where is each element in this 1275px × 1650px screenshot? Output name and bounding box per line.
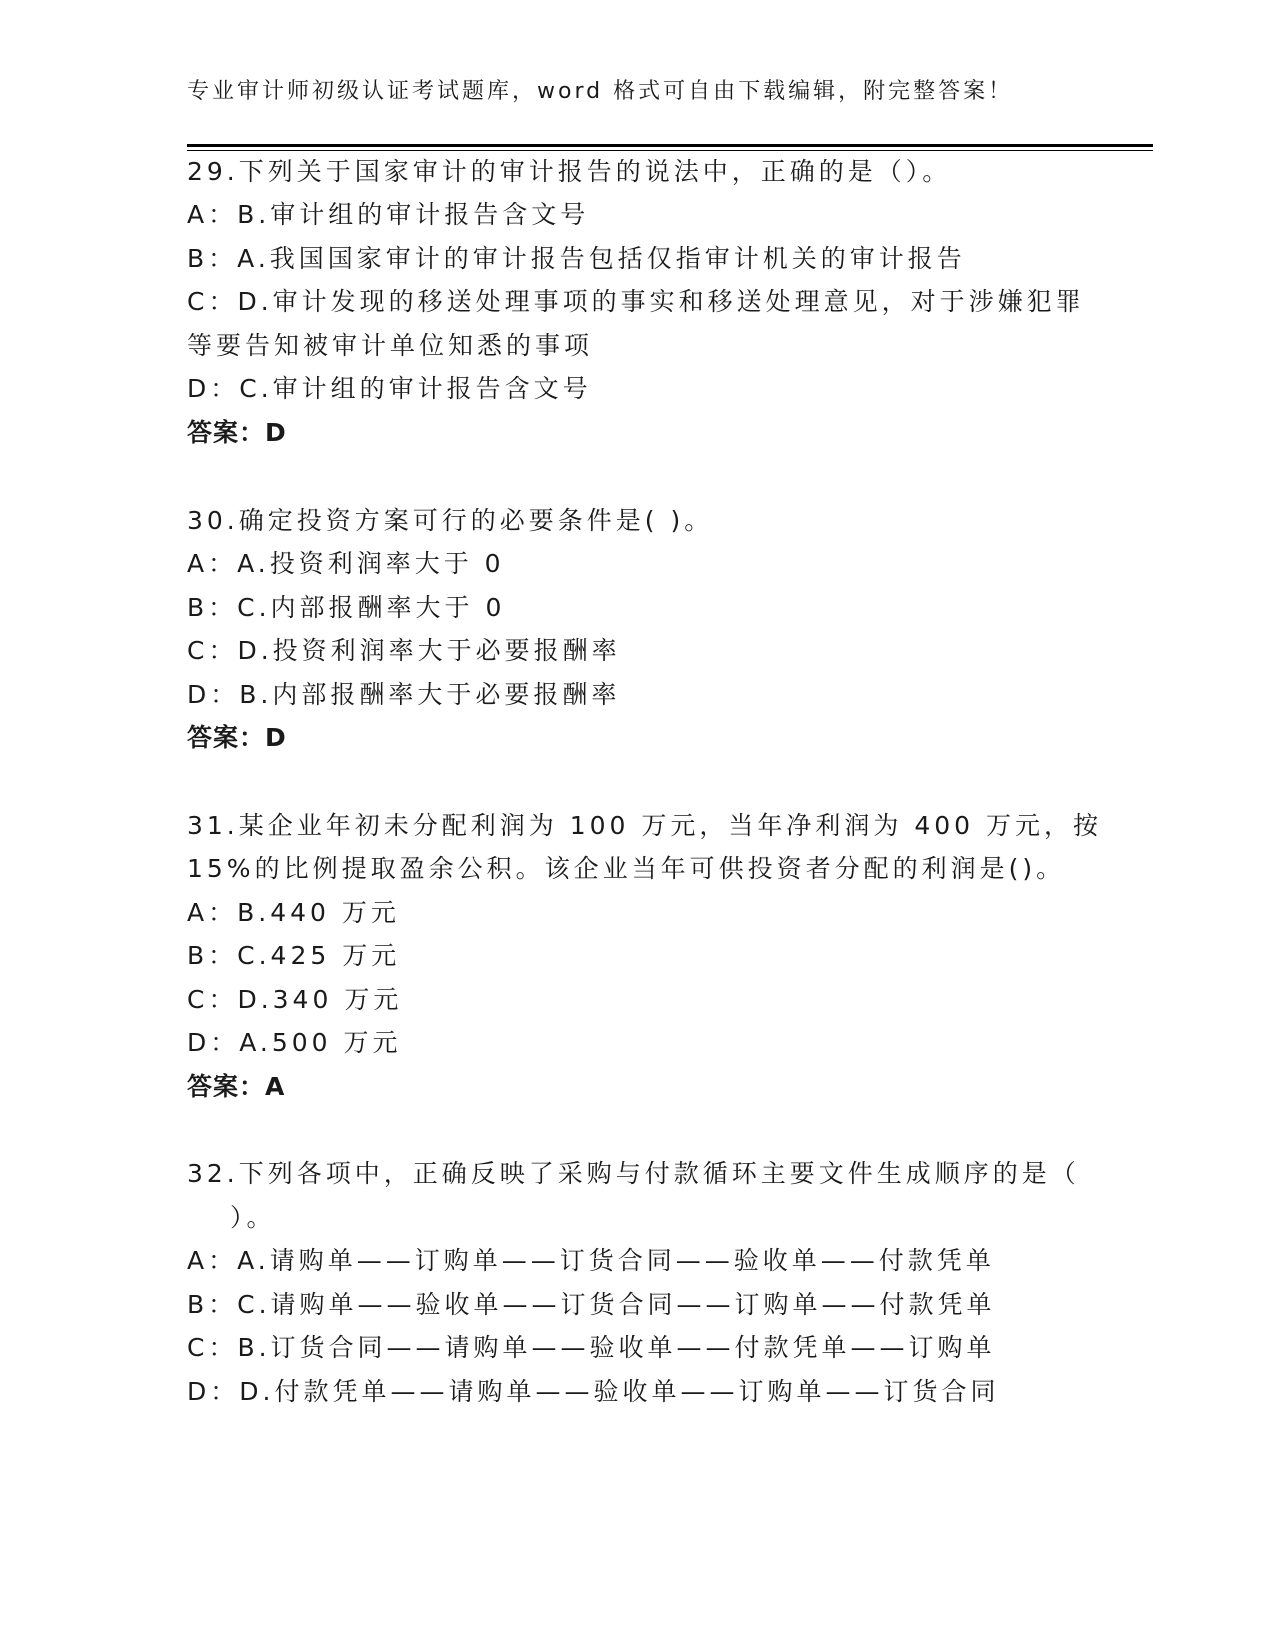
- page-header: 专业审计师初级认证考试题库，word 格式可自由下载编辑，附完整答案！: [187, 79, 1014, 104]
- q30-option-a: A：A.投资利润率大于 0: [187, 549, 505, 578]
- q32-stem-line1: 32.下列各项中，正确反映了采购与付款循环主要文件生成顺序的是（: [187, 1159, 1080, 1188]
- q31-option-a: A：B.440 万元: [187, 898, 400, 927]
- q29-option-b: B：A.我国国家审计的审计报告包括仅指审计机关的审计报告: [187, 244, 966, 273]
- q31-option-b: B：C.425 万元: [187, 941, 401, 970]
- q30-answer: 答案：D: [187, 723, 287, 752]
- q29-stem: 29.下列关于国家审计的审计报告的说法中，正确的是（）。: [187, 157, 952, 186]
- q29-option-d: D：C.审计组的审计报告含文号: [187, 374, 592, 403]
- header-rule-thin: [187, 150, 1153, 151]
- q30-option-d: D：B.内部报酬率大于必要报酬率: [187, 680, 621, 709]
- q32-option-a: A：A.请购单——订购单——订货合同——验收单——付款凭单: [187, 1246, 995, 1275]
- q30-option-b: B：C.内部报酬率大于 0: [187, 593, 506, 622]
- q31-option-d: D：A.500 万元: [187, 1028, 402, 1057]
- q29-answer: 答案：D: [187, 418, 287, 447]
- header-rule-thick: [187, 144, 1153, 147]
- q29-option-a: A：B.审计组的审计报告含文号: [187, 200, 590, 229]
- q31-stem-line1: 31.某企业年初未分配利润为 100 万元，当年净利润为 400 万元，按: [187, 811, 1102, 840]
- q32-stem-line2: ）。: [230, 1203, 276, 1232]
- q31-option-c: C：D.340 万元: [187, 985, 403, 1014]
- q31-stem-line2: 15%的比例提取盈余公积。该企业当年可供投资者分配的利润是()。: [187, 854, 1066, 883]
- q32-option-d: D：D.付款凭单——请购单——验收单——订购单——订货合同: [187, 1377, 1000, 1406]
- q30-stem: 30.确定投资方案可行的必要条件是( )。: [187, 506, 714, 535]
- q29-option-c: C：D.审计发现的移送处理事项的事实和移送处理意见，对于涉嫌犯罪: [187, 287, 1085, 316]
- q29-option-c-continued: 等要告知被审计单位知悉的事项: [187, 331, 594, 360]
- q30-option-c: C：D.投资利润率大于必要报酬率: [187, 636, 621, 665]
- q32-option-c: C：B.订货合同——请购单——验收单——付款凭单——订购单: [187, 1333, 996, 1362]
- q32-option-b: B：C.请购单——验收单——订货合同——订购单——付款凭单: [187, 1290, 996, 1319]
- q31-answer: 答案：A: [187, 1072, 286, 1101]
